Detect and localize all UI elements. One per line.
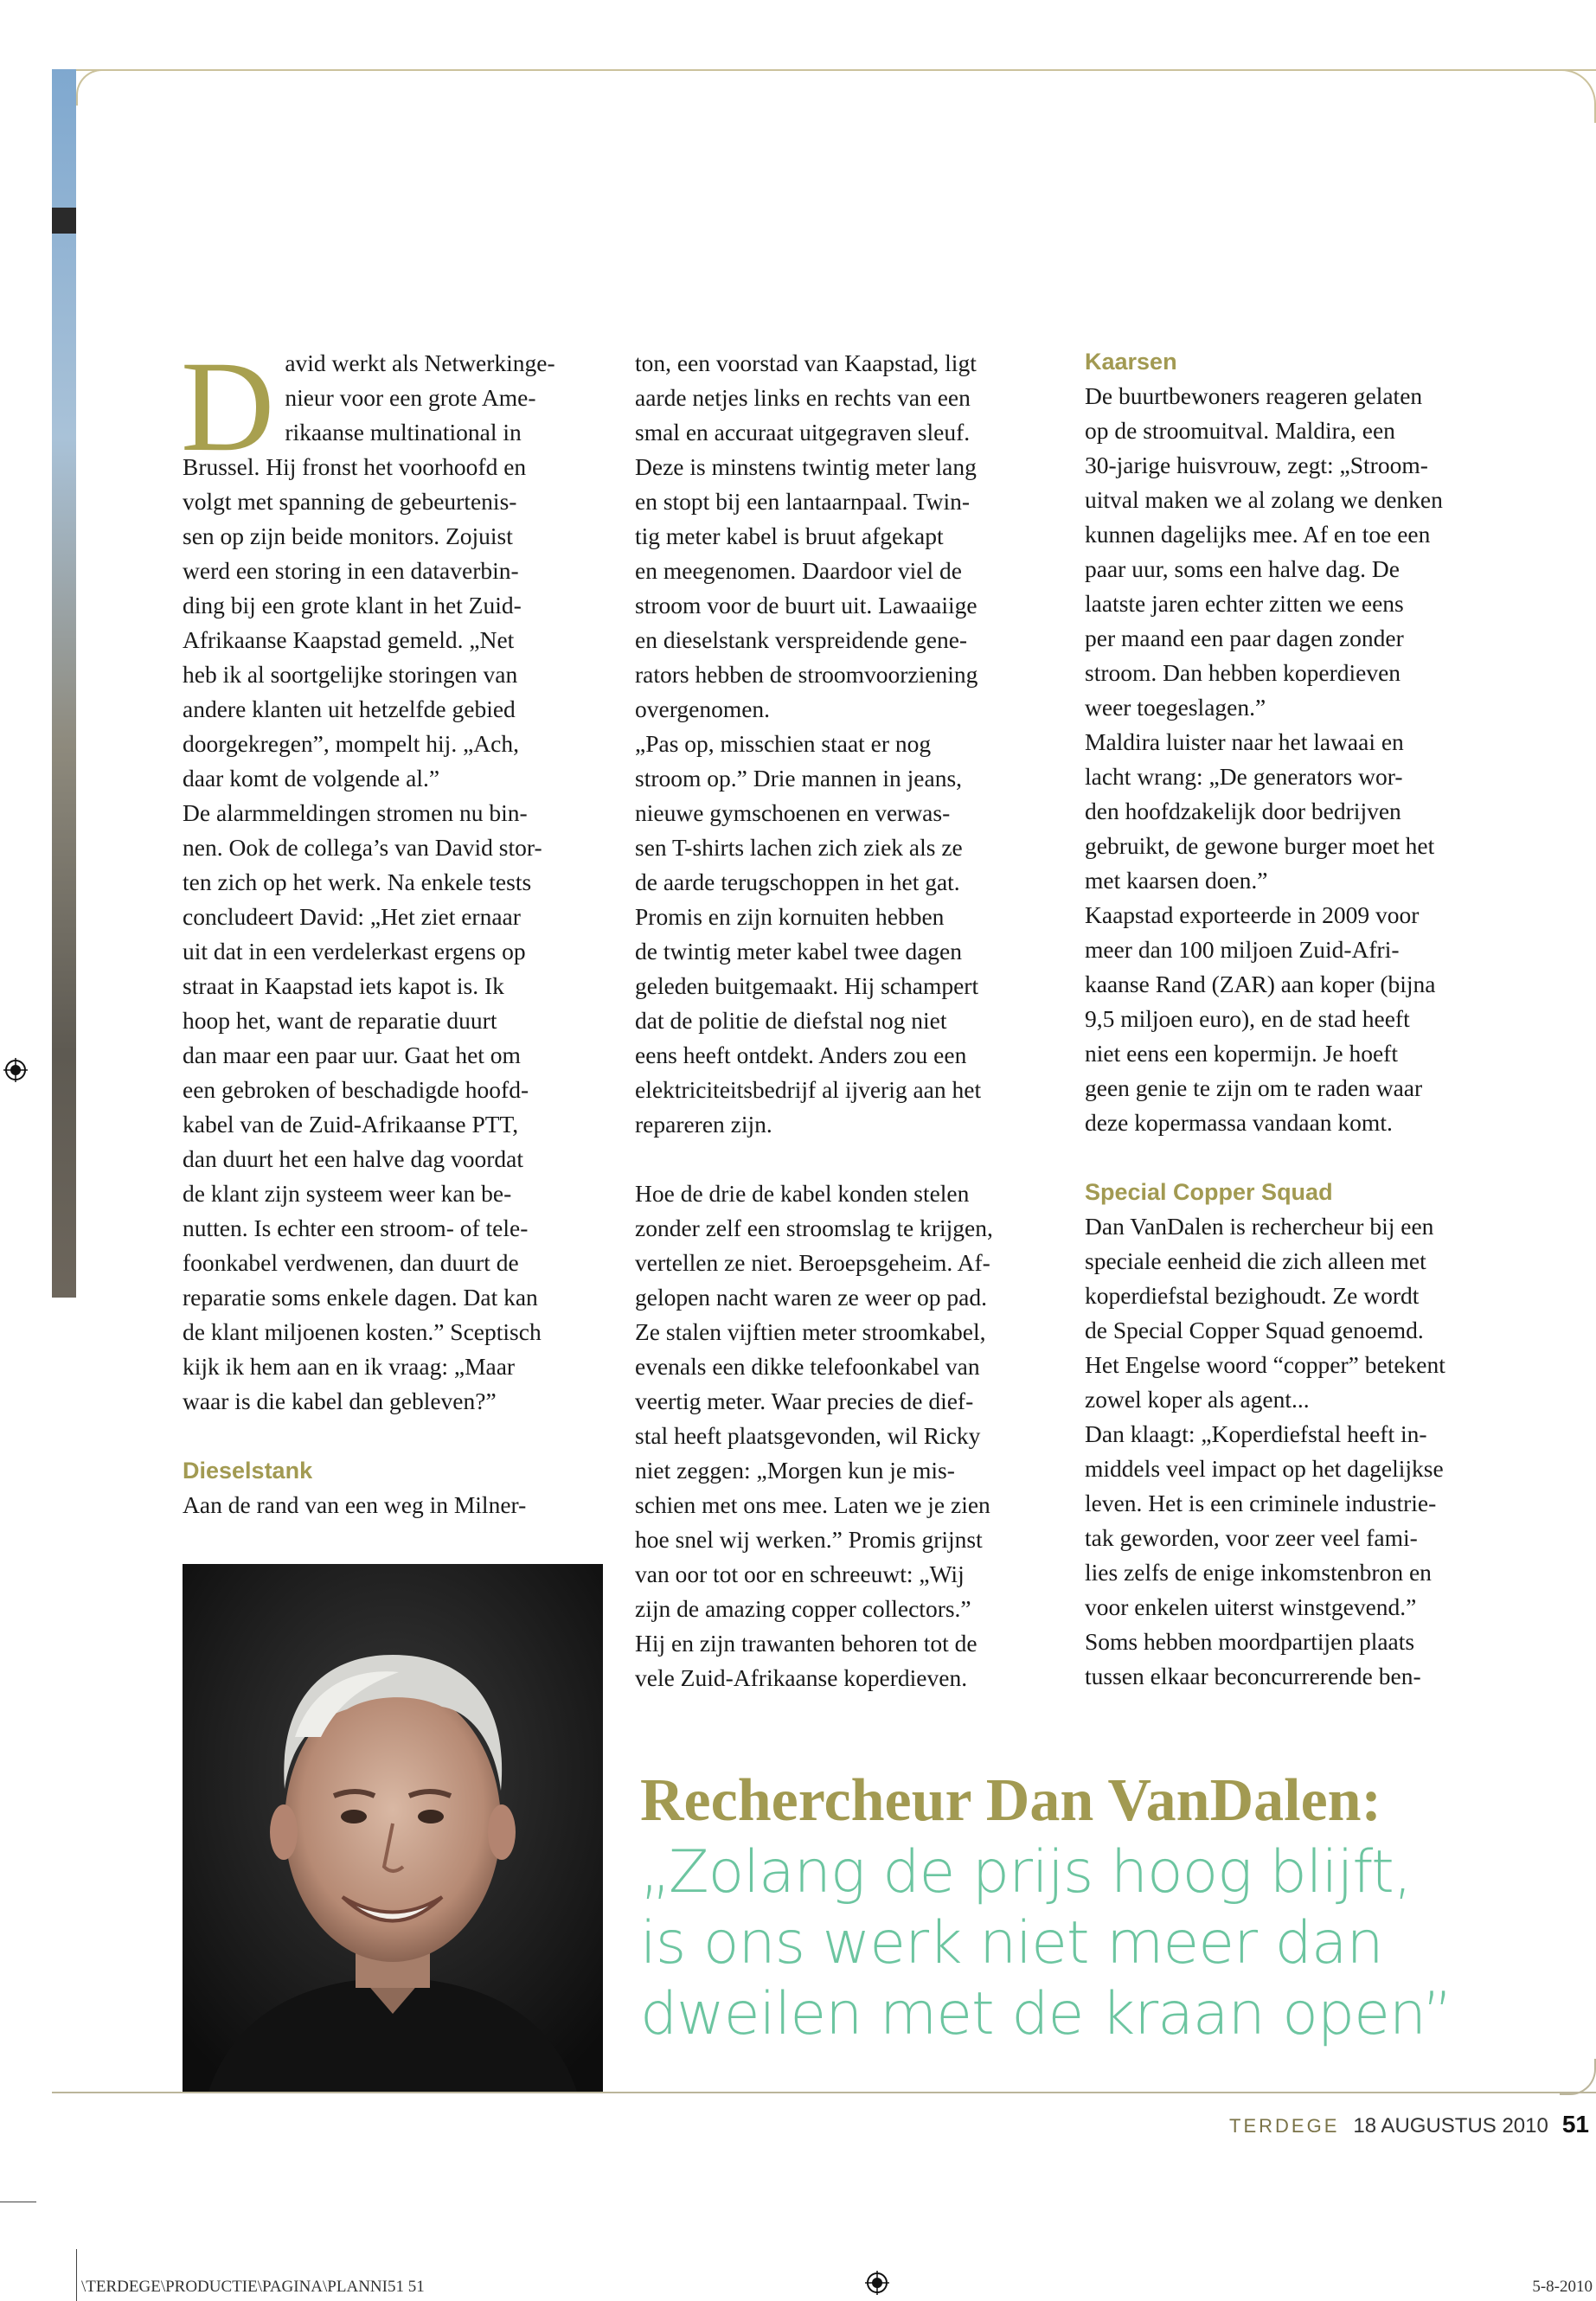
- footer-rule: [52, 2092, 1596, 2093]
- article-column-2: [635, 346, 1067, 1695]
- col2-paragraph-2: „Pas op, misschien staat er nog stroom op.” Drie mannen in jeans, nieuwe gymschoenen en verwas- sen T-shirts lachen zich ziek als ze de aarde terugschoppen in het gat. Promis en zijn kornuiten hebben de twintig meter kabel twee dagen geleden buitgemaakt. Hij schampert dat de politie de diefstal nog niet eens heeft ontdekt. Anders zou een elektriciteitsbedrijf al ijverig aan het repareren zijn.: [635, 730, 982, 1138]
- col2-paragraph-3: Hoe de drie de kabel konden stelen zonder zelf een stroomslag te krijgen, vertellen ze niet. Beroepsgeheim. Af- gelopen nacht waren ze weer op pad. Ze stalen vijftien meter stroomkabel, evenals een dikke telefoonkabel van veertig meter. Waar precies de dief- stal heeft plaatsgevonden, wil Ricky niet zeggen: „Morgen kun je mis- schien met ons mee. Laten we je zien hoe snel wij werken.” Promis grijnst van oor tot oor en schreeuwt: „Wij zijn de amazing copper collectors.” Hij en zijn trawanten behoren tot de vele Zuid-Afrikaanse koperdieven.: [635, 1180, 993, 1691]
- left-photo-strip: [52, 69, 76, 1298]
- registration-mark-icon: [865, 2271, 889, 2295]
- footer-magazine-name: TERDEGE: [1229, 2115, 1340, 2137]
- col1-paragraph-1: avid werkt als Netwerkinge- nieur voor een grote Ame- rikaanse multinational in Brussel. Hij fronst het voorhoofd en volgt met spanning de gebeurtenis- sen op zijn beide monitors. Zojuist werd een storing in een dataverbin- ding bij een grote klant in het Zuid- Afrikaanse Kaapstad gemeld. „Net heb ik al soortgelijke storingen van andere klanten uit hetzelfde gebied doorgekregen”, mompelt hij. „Ach, daar komt de volgende al.”: [183, 349, 555, 792]
- col1-paragraph-2: De alarmmeldingen stromen nu bin- nen. Ook de collega’s van David stor- ten zich op het werk. Na enkele tests concludeert David: „Het ziet ernaar uit dat in een verdelerkast ergens op straat in Kaapstad iets kapot is. Ik hoop het, want de reparatie duurt dan maar een paar uur. Gaat het om een gebroken of beschadigde hoofd- kabel van de Zuid-Afrikaanse PTT, dan duurt het een halve dag voordat de klant zijn systeem weer kan be- nutten. Is echter een stroom- of tele- foonkabel verdwenen, dan duurt de reparatie soms enkele dagen. Dat kan de klant miljoenen kosten.” Sceptisch kijk ik hem aan en ik vraag: „Maar waar is die kabel dan gebleven?”: [183, 799, 542, 1414]
- subhead-special-copper-squad: Special Copper Squad: [1085, 1179, 1333, 1205]
- article-column-1: [181, 335, 615, 1522]
- col2-paragraph-1: ton, een voorstad van Kaapstad, ligt aarde netjes links en rechts van een smal en accuraat uitgegraven sleuf. Deze is minstens twintig meter lang en stopt bij een lantaarnpaal. Twin- tig meter kabel is bruut afgekapt en meegenomen. Daardoor viel de stroom voor de buurt uit. Lawaaiige en dieselstank verspreidende gene- rators hebben de stroomvoorziening overgenomen.: [635, 349, 978, 722]
- col3-paragraph-3: Kaapstad exporteerde in 2009 voor meer dan 100 miljoen Zuid-Afri- kaanse Rand (ZAR) aan koper (bijna 9,5 miljoen euro), en de stad heeft niet eens een kopermijn. Je hoeft geen genie te zijn om te raden waar deze kopermassa vandaan komt.: [1085, 901, 1436, 1136]
- pull-quote-text: „Zolang de prijs hoog blijft, is ons werk niet meer dan dweilen met de kraan open”: [640, 1838, 1452, 2048]
- pull-quote-attribution: Rechercheur Dan VanDalen:: [640, 1767, 1381, 1834]
- registration-mark-icon: [3, 1058, 28, 1082]
- col3-paragraph-5: Dan klaagt: „Koperdiefstal heeft in- middels veel impact op het dagelijkse leven. Het is een criminele industrie- tak geworden, voor zeer veel fami- lies zelfs de enige inkomstenbron en voor enkelen uiterst winstgevend.” Soms hebben moordpartijen plaats tussen elkaar beconcurrerende ben-: [1085, 1420, 1444, 1689]
- portrait-illustration: [183, 1564, 603, 2092]
- drop-cap: D: [181, 335, 275, 478]
- article-column-3: [1085, 344, 1535, 1694]
- page-top-left-corner: [76, 69, 112, 106]
- subhead-kaarsen: Kaarsen: [1085, 349, 1177, 375]
- page-top-right-corner: [1542, 69, 1596, 123]
- col1-paragraph-3: Aan de rand van een weg in Milner-: [183, 1491, 527, 1518]
- col3-paragraph-4: Dan VanDalen is rechercheur bij een speciale eenheid die zich alleen met koperdiefstal bezighoudt. Ze wordt de Special Copper Squad genoemd. Het Engelse woord “copper” betekent zowel koper als agent...: [1085, 1213, 1445, 1413]
- footer-date: 18 AUGUSTUS 2010: [1353, 2114, 1548, 2138]
- page-top-rule: [76, 69, 1596, 71]
- photo-strip-detail: [52, 208, 76, 234]
- crop-mark: [76, 2249, 77, 2301]
- print-slug-path: \TERDEGE\PRODUCTIE\PAGINA\PLANNI51 51: [81, 2278, 425, 2296]
- page-number: 51: [1561, 2111, 1589, 2138]
- footer-rule-corner: [1560, 2059, 1596, 2095]
- subhead-dieselstank: Dieselstank: [183, 1458, 313, 1484]
- page-footer: [1229, 2111, 1589, 2138]
- portrait-photo: [183, 1564, 603, 2092]
- pull-quote: [640, 1765, 1574, 2050]
- col3-paragraph-2: Maldira luister naar het lawaai en lacht wrang: „De generators wor- den hoofdzakelijk door bedrijven gebruikt, de gewone burger moet het met kaarsen doen.”: [1085, 728, 1435, 894]
- col3-paragraph-1: De buurtbewoners reageren gelaten op de stroomuitval. Maldira, een 30-jarige huisvrouw, zegt: „Stroom- uitval maken we al zolang we denken kunnen dagelijks mee. Af en toe een paar uur, soms een halve dag. De laatste jaren echter zitten we eens per maand een paar dagen zonder stroom. Dan hebben koperdieven weer toegeslagen.”: [1085, 382, 1443, 721]
- print-slug-date: 5-8-2010: [1532, 2278, 1593, 2296]
